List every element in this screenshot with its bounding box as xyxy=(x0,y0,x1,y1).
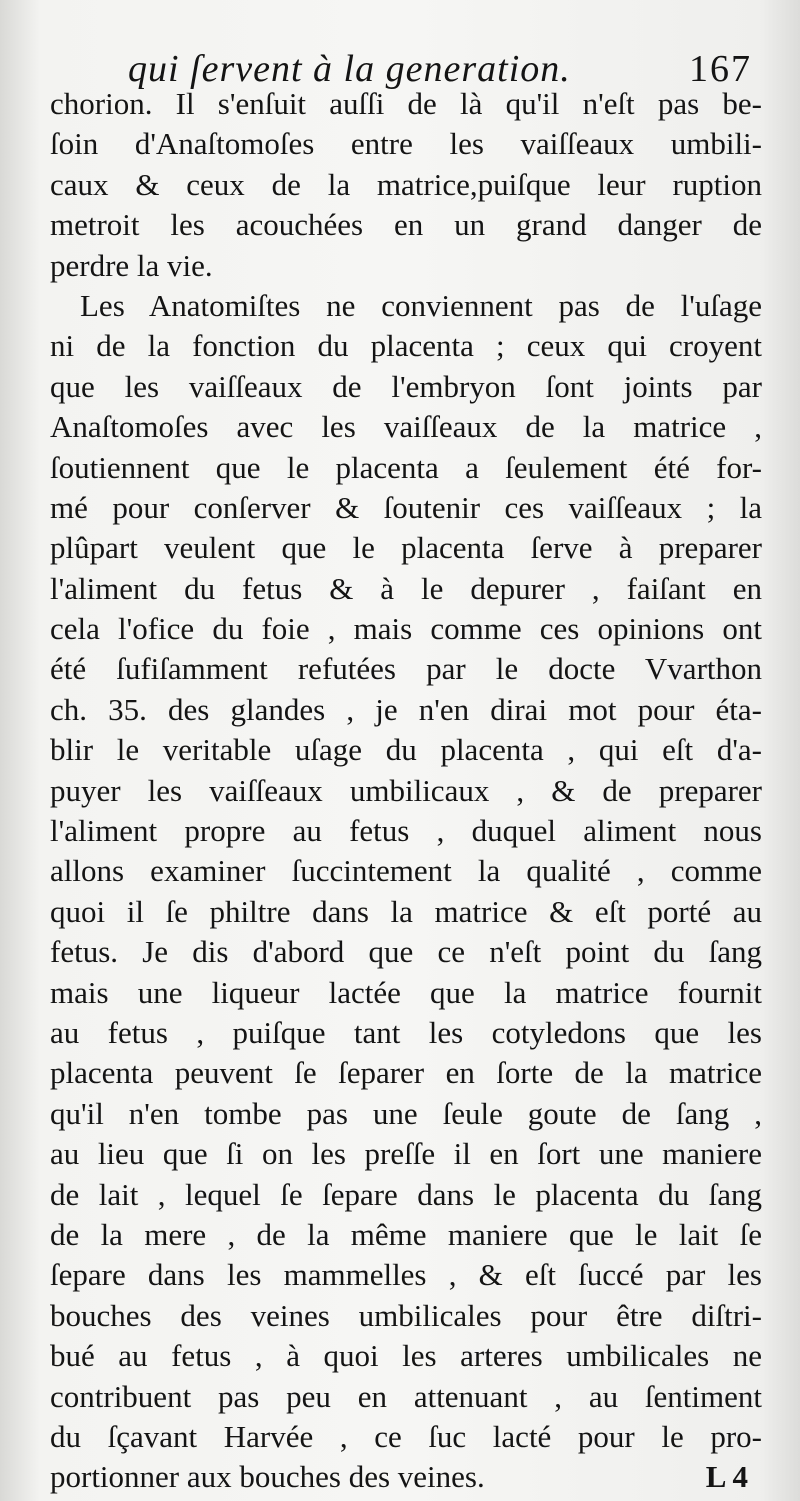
text-line: été ſufiſamment refutées par le docte Vvarthon xyxy=(50,651,762,687)
text-line: puyer les vaiſſeaux umbilicaux , & de preparer xyxy=(50,772,762,808)
text-line: metroit les acouchées en un grand danger de xyxy=(50,207,762,243)
text-line: l'aliment propre au fetus , duquel aliment nous xyxy=(50,813,762,849)
text-line: placenta peuvent ſe ſeparer en ſorte de la matrice xyxy=(50,1055,762,1091)
text-line: ni de la fonction du placenta ; ceux qui croyent xyxy=(50,328,762,364)
text-line: fetus. Je dis d'abord que ce n'eſt point du ſang xyxy=(50,934,762,970)
text-line: au fetus , puiſque tant les cotyledons que les xyxy=(50,1014,762,1050)
text-line: ch. 35. des glandes , je n'en dirai mot pour éta- xyxy=(50,691,762,727)
text-line: au lieu que ſi on les preſſe il en ſort une maniere xyxy=(50,1136,762,1172)
text-line: l'aliment du fetus & à le depurer , faiſant en xyxy=(50,570,762,606)
text-line: cela l'ofice du foie , mais comme ces opinions ont xyxy=(50,611,762,647)
text-line: allons examiner ſuccintement la qualité , comme xyxy=(50,853,762,889)
text-line: caux & ceux de la matrice,puiſque leur ruption xyxy=(50,166,762,202)
text-line: de la mere , de la même maniere que le lait ſe xyxy=(50,1216,762,1252)
text-line: quoi il ſe philtre dans la matrice & eſt porté au xyxy=(50,893,762,929)
text-line: de lait , lequel ſe ſepare dans le placenta du ſang xyxy=(50,1176,762,1212)
text-line: chorion. Il s'enſuit auſſi de là qu'il n'eſt pas be- xyxy=(50,86,762,121)
text-line: mé pour conſerver & ſoutenir ces vaiſſeaux ; la xyxy=(50,489,762,525)
text-line: plûpart veulent que le placenta ſerve à preparer xyxy=(50,530,762,566)
text-line: qu'il n'en tombe pas une ſeule goute de ſang , xyxy=(50,1095,762,1131)
text-line: bué au fetus , à quoi les arteres umbilicales ne xyxy=(50,1338,762,1374)
text-line: ſepare dans les mammelles , & eſt ſuccé par les xyxy=(50,1257,762,1293)
text-line: du ſçavant Harvée , ce ſuc lacté pour le pro- xyxy=(50,1418,762,1454)
text-line: blir le veritable uſage du placenta , qui eſt d'a- xyxy=(50,732,762,768)
text-line: contribuent pas peu en attenuant , au ſentiment xyxy=(50,1378,762,1414)
text-line: ſoin d'Anaſtomoſes entre les vaiſſeaux umbili- xyxy=(50,126,762,162)
last-line-with-signature xyxy=(50,1457,762,1497)
text-line: que les vaiſſeaux de l'embryon ſont joints par xyxy=(50,368,762,404)
text-line: perdre la vie. xyxy=(50,247,213,283)
signature-mark: L 4 xyxy=(705,1459,748,1495)
text-line: mais une liqueur lactée que la matrice fournit xyxy=(50,974,762,1010)
text-line: ſoutiennent que le placenta a ſeulement été for- xyxy=(50,449,762,485)
running-title: qui ſervent à la generation. xyxy=(128,48,571,90)
paragraph-start-line: Les Anatomiſtes ne conviennent pas de l'uſage xyxy=(80,287,762,323)
text-line: portionner aux bouches des veines. xyxy=(50,1459,485,1495)
text-line: Anaſtomoſes avec les vaiſſeaux de la matrice , xyxy=(50,409,762,445)
page-number: 167 xyxy=(689,48,752,90)
body-text xyxy=(50,84,762,1498)
text-line: bouches des veines umbilicales pour être diſtri- xyxy=(50,1297,762,1333)
